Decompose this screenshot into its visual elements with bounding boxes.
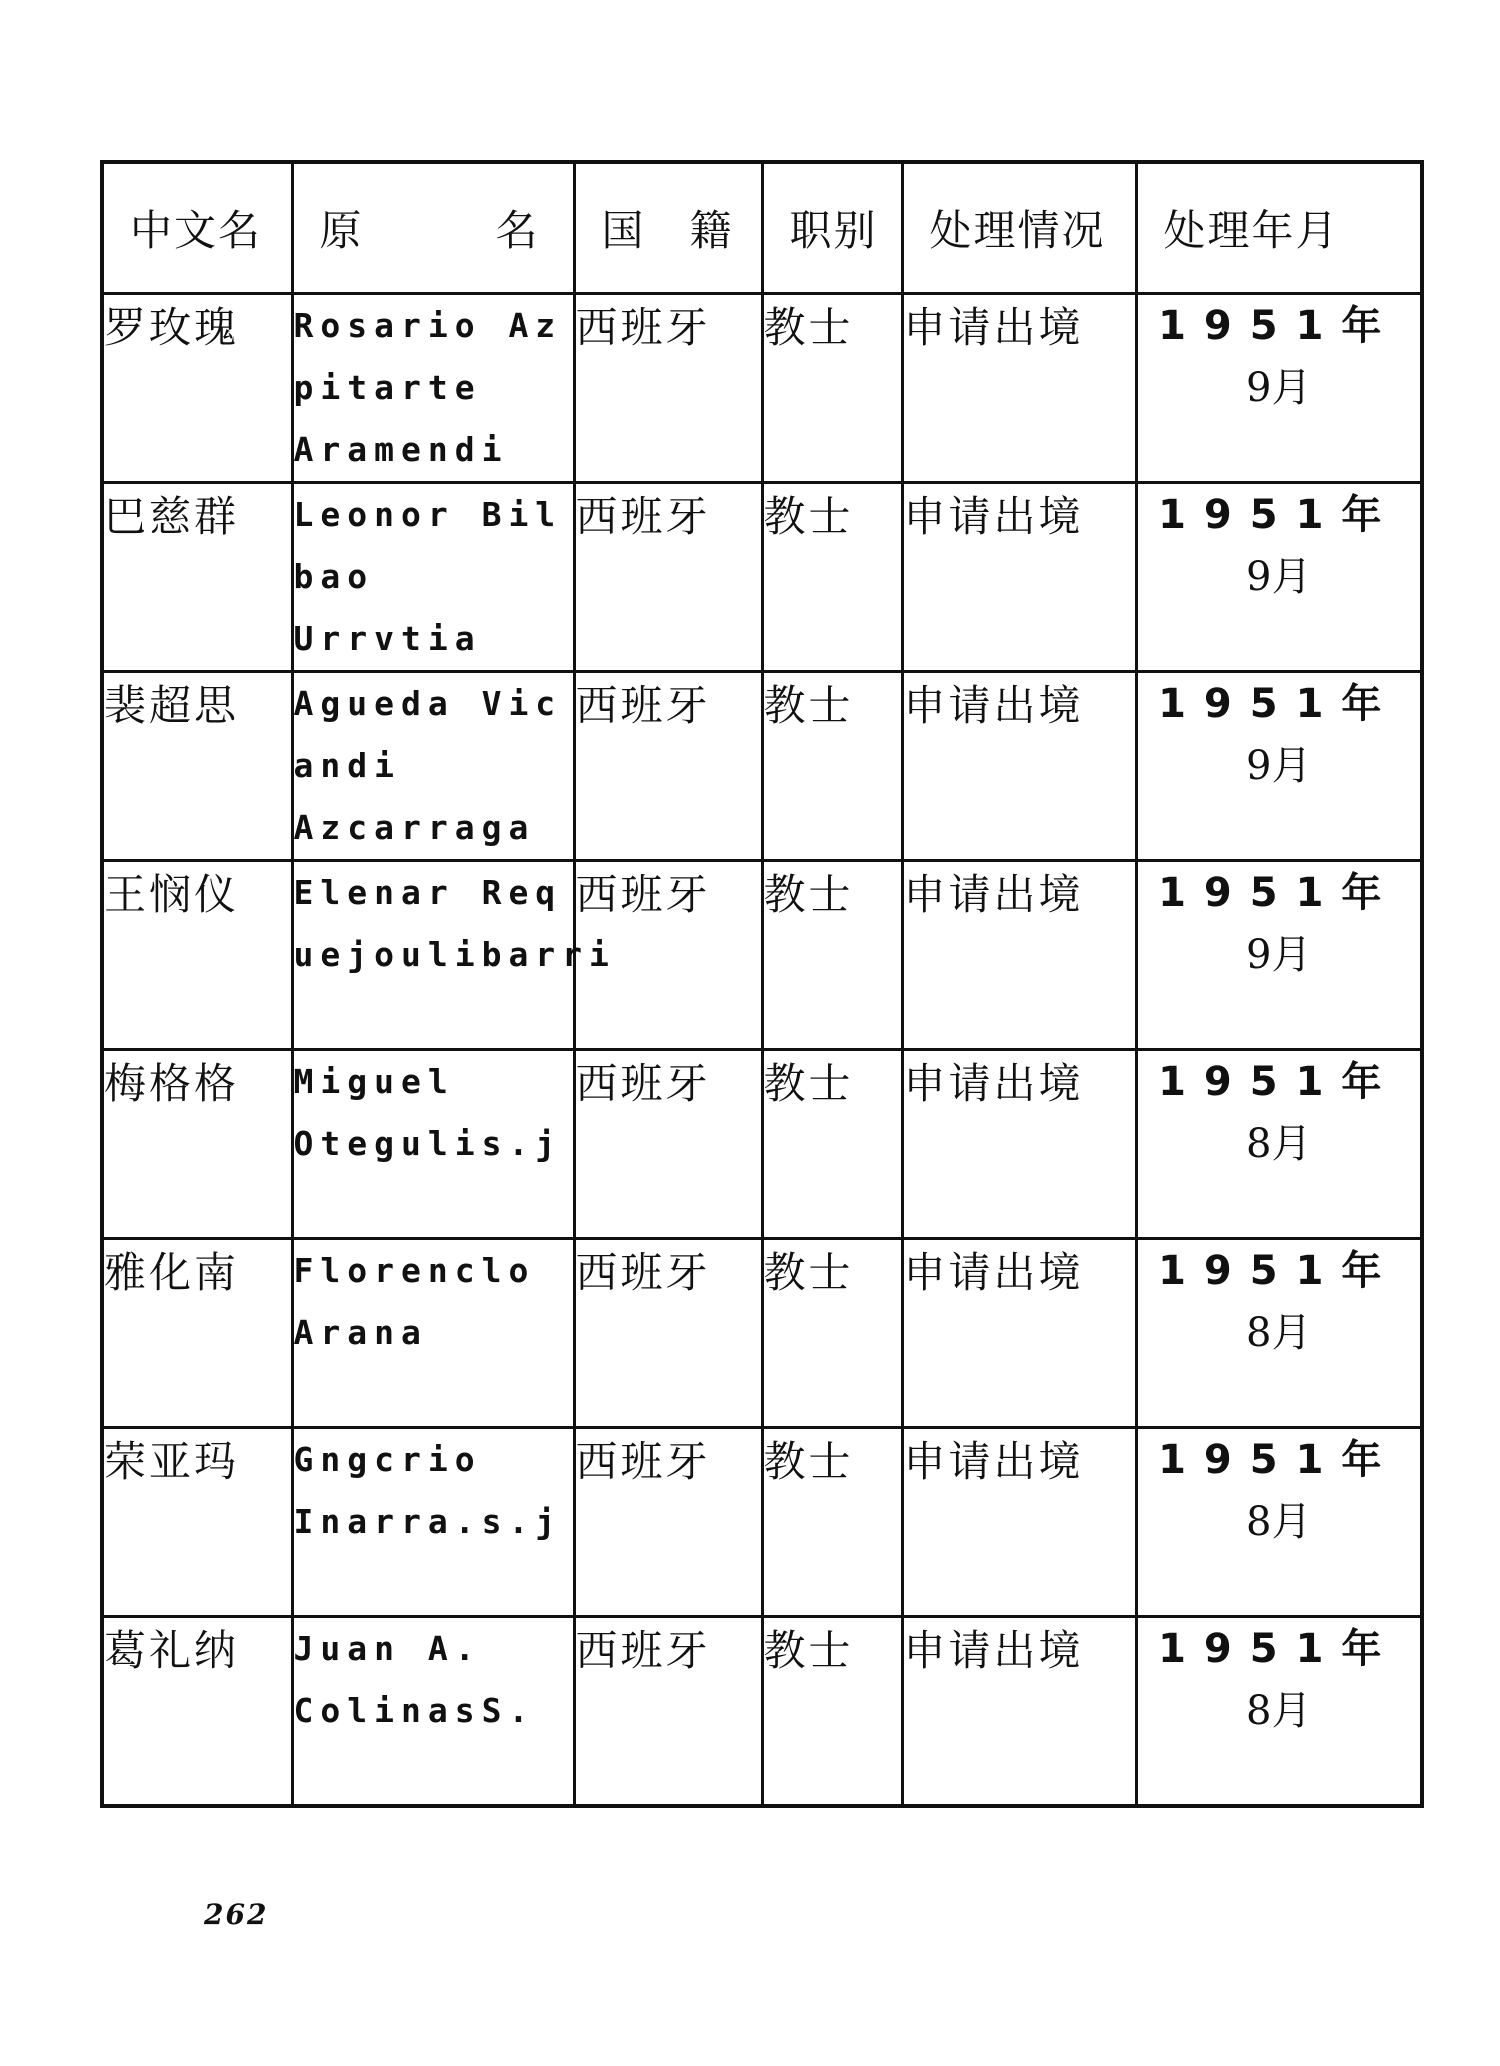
date-month: 8月 [1246, 1688, 1312, 1734]
cell-status: 申请出境 [902, 861, 1136, 1050]
cell-original-name: Miguel Otegulis.j [292, 1050, 574, 1239]
cell-chinese-name: 雅化南 [102, 1239, 292, 1428]
header-original-name: 原 名 [292, 162, 574, 294]
cell-date [1136, 1050, 1422, 1239]
header-position: 职别 [762, 162, 902, 294]
cell-nationality: 西班牙 [574, 1239, 762, 1428]
date-year: 1951年 [1158, 492, 1400, 538]
cell-chinese-name: 裴超思 [102, 672, 292, 861]
cell-original-name: Elenar Req uejoulibarri [292, 861, 574, 1050]
page-number: 262 [204, 1898, 269, 1931]
cell-position: 教士 [762, 294, 902, 483]
cell-position: 教士 [762, 1239, 902, 1428]
cell-chinese-name: 罗玫瑰 [102, 294, 292, 483]
header-row [102, 162, 1422, 294]
date-month: 9月 [1246, 554, 1312, 600]
date-year: 1951年 [1158, 303, 1400, 349]
cell-chinese-name: 荣亚玛 [102, 1428, 292, 1617]
date-year: 1951年 [1158, 870, 1400, 916]
cell-date [1136, 1239, 1422, 1428]
cell-status: 申请出境 [902, 672, 1136, 861]
cell-date [1136, 294, 1422, 483]
records-table [100, 160, 1424, 1808]
date-year: 1951年 [1158, 1059, 1400, 1105]
table-row [102, 483, 1422, 672]
cell-status: 申请出境 [902, 1050, 1136, 1239]
cell-position: 教士 [762, 1050, 902, 1239]
date-year: 1951年 [1158, 1626, 1400, 1672]
cell-status: 申请出境 [902, 294, 1136, 483]
cell-nationality: 西班牙 [574, 1050, 762, 1239]
header-nationality: 国 籍 [574, 162, 762, 294]
cell-position: 教士 [762, 483, 902, 672]
cell-date [1136, 672, 1422, 861]
table-row [102, 1239, 1422, 1428]
cell-chinese-name: 葛礼纳 [102, 1617, 292, 1807]
cell-nationality: 西班牙 [574, 294, 762, 483]
cell-status: 申请出境 [902, 1239, 1136, 1428]
cell-date [1136, 1428, 1422, 1617]
table-row [102, 672, 1422, 861]
date-month: 8月 [1246, 1121, 1312, 1167]
cell-original-name: Florenclo Arana [292, 1239, 574, 1428]
date-year: 1951年 [1158, 1437, 1400, 1483]
cell-nationality: 西班牙 [574, 861, 762, 1050]
header-status: 处理情况 [902, 162, 1136, 294]
cell-nationality: 西班牙 [574, 1617, 762, 1807]
cell-nationality: 西班牙 [574, 1428, 762, 1617]
date-month: 8月 [1246, 1499, 1312, 1545]
cell-date [1136, 483, 1422, 672]
cell-original-name: Gngcrio Inarra.s.j [292, 1428, 574, 1617]
table-row [102, 861, 1422, 1050]
cell-date [1136, 861, 1422, 1050]
table-row [102, 1428, 1422, 1617]
cell-original-name: Juan A. ColinasS. [292, 1617, 574, 1807]
cell-status: 申请出境 [902, 483, 1136, 672]
date-year: 1951年 [1158, 1248, 1400, 1294]
cell-position: 教士 [762, 861, 902, 1050]
cell-chinese-name: 王悯仪 [102, 861, 292, 1050]
cell-status: 申请出境 [902, 1428, 1136, 1617]
date-month: 8月 [1246, 1310, 1312, 1356]
records-table-container [100, 160, 1420, 1808]
table-body [102, 294, 1422, 1807]
date-month: 9月 [1246, 743, 1312, 789]
cell-position: 教士 [762, 1617, 902, 1807]
cell-nationality: 西班牙 [574, 672, 762, 861]
cell-position: 教士 [762, 672, 902, 861]
cell-status: 申请出境 [902, 1617, 1136, 1807]
date-year: 1951年 [1158, 681, 1400, 727]
table-row [102, 1050, 1422, 1239]
header-date: 处理年月 [1136, 162, 1422, 294]
cell-original-name: Agueda Vic andi Azcarraga [292, 672, 574, 861]
cell-chinese-name: 梅格格 [102, 1050, 292, 1239]
cell-chinese-name: 巴慈群 [102, 483, 292, 672]
date-month: 9月 [1246, 365, 1312, 411]
date-month: 9月 [1246, 932, 1312, 978]
cell-date [1136, 1617, 1422, 1807]
table-row [102, 294, 1422, 483]
header-chinese-name: 中文名 [102, 162, 292, 294]
table-row [102, 1617, 1422, 1807]
cell-position: 教士 [762, 1428, 902, 1617]
cell-original-name: Leonor Bil bao Urrvtia [292, 483, 574, 672]
cell-nationality: 西班牙 [574, 483, 762, 672]
cell-original-name: Rosario Az pitarte Aramendi [292, 294, 574, 483]
